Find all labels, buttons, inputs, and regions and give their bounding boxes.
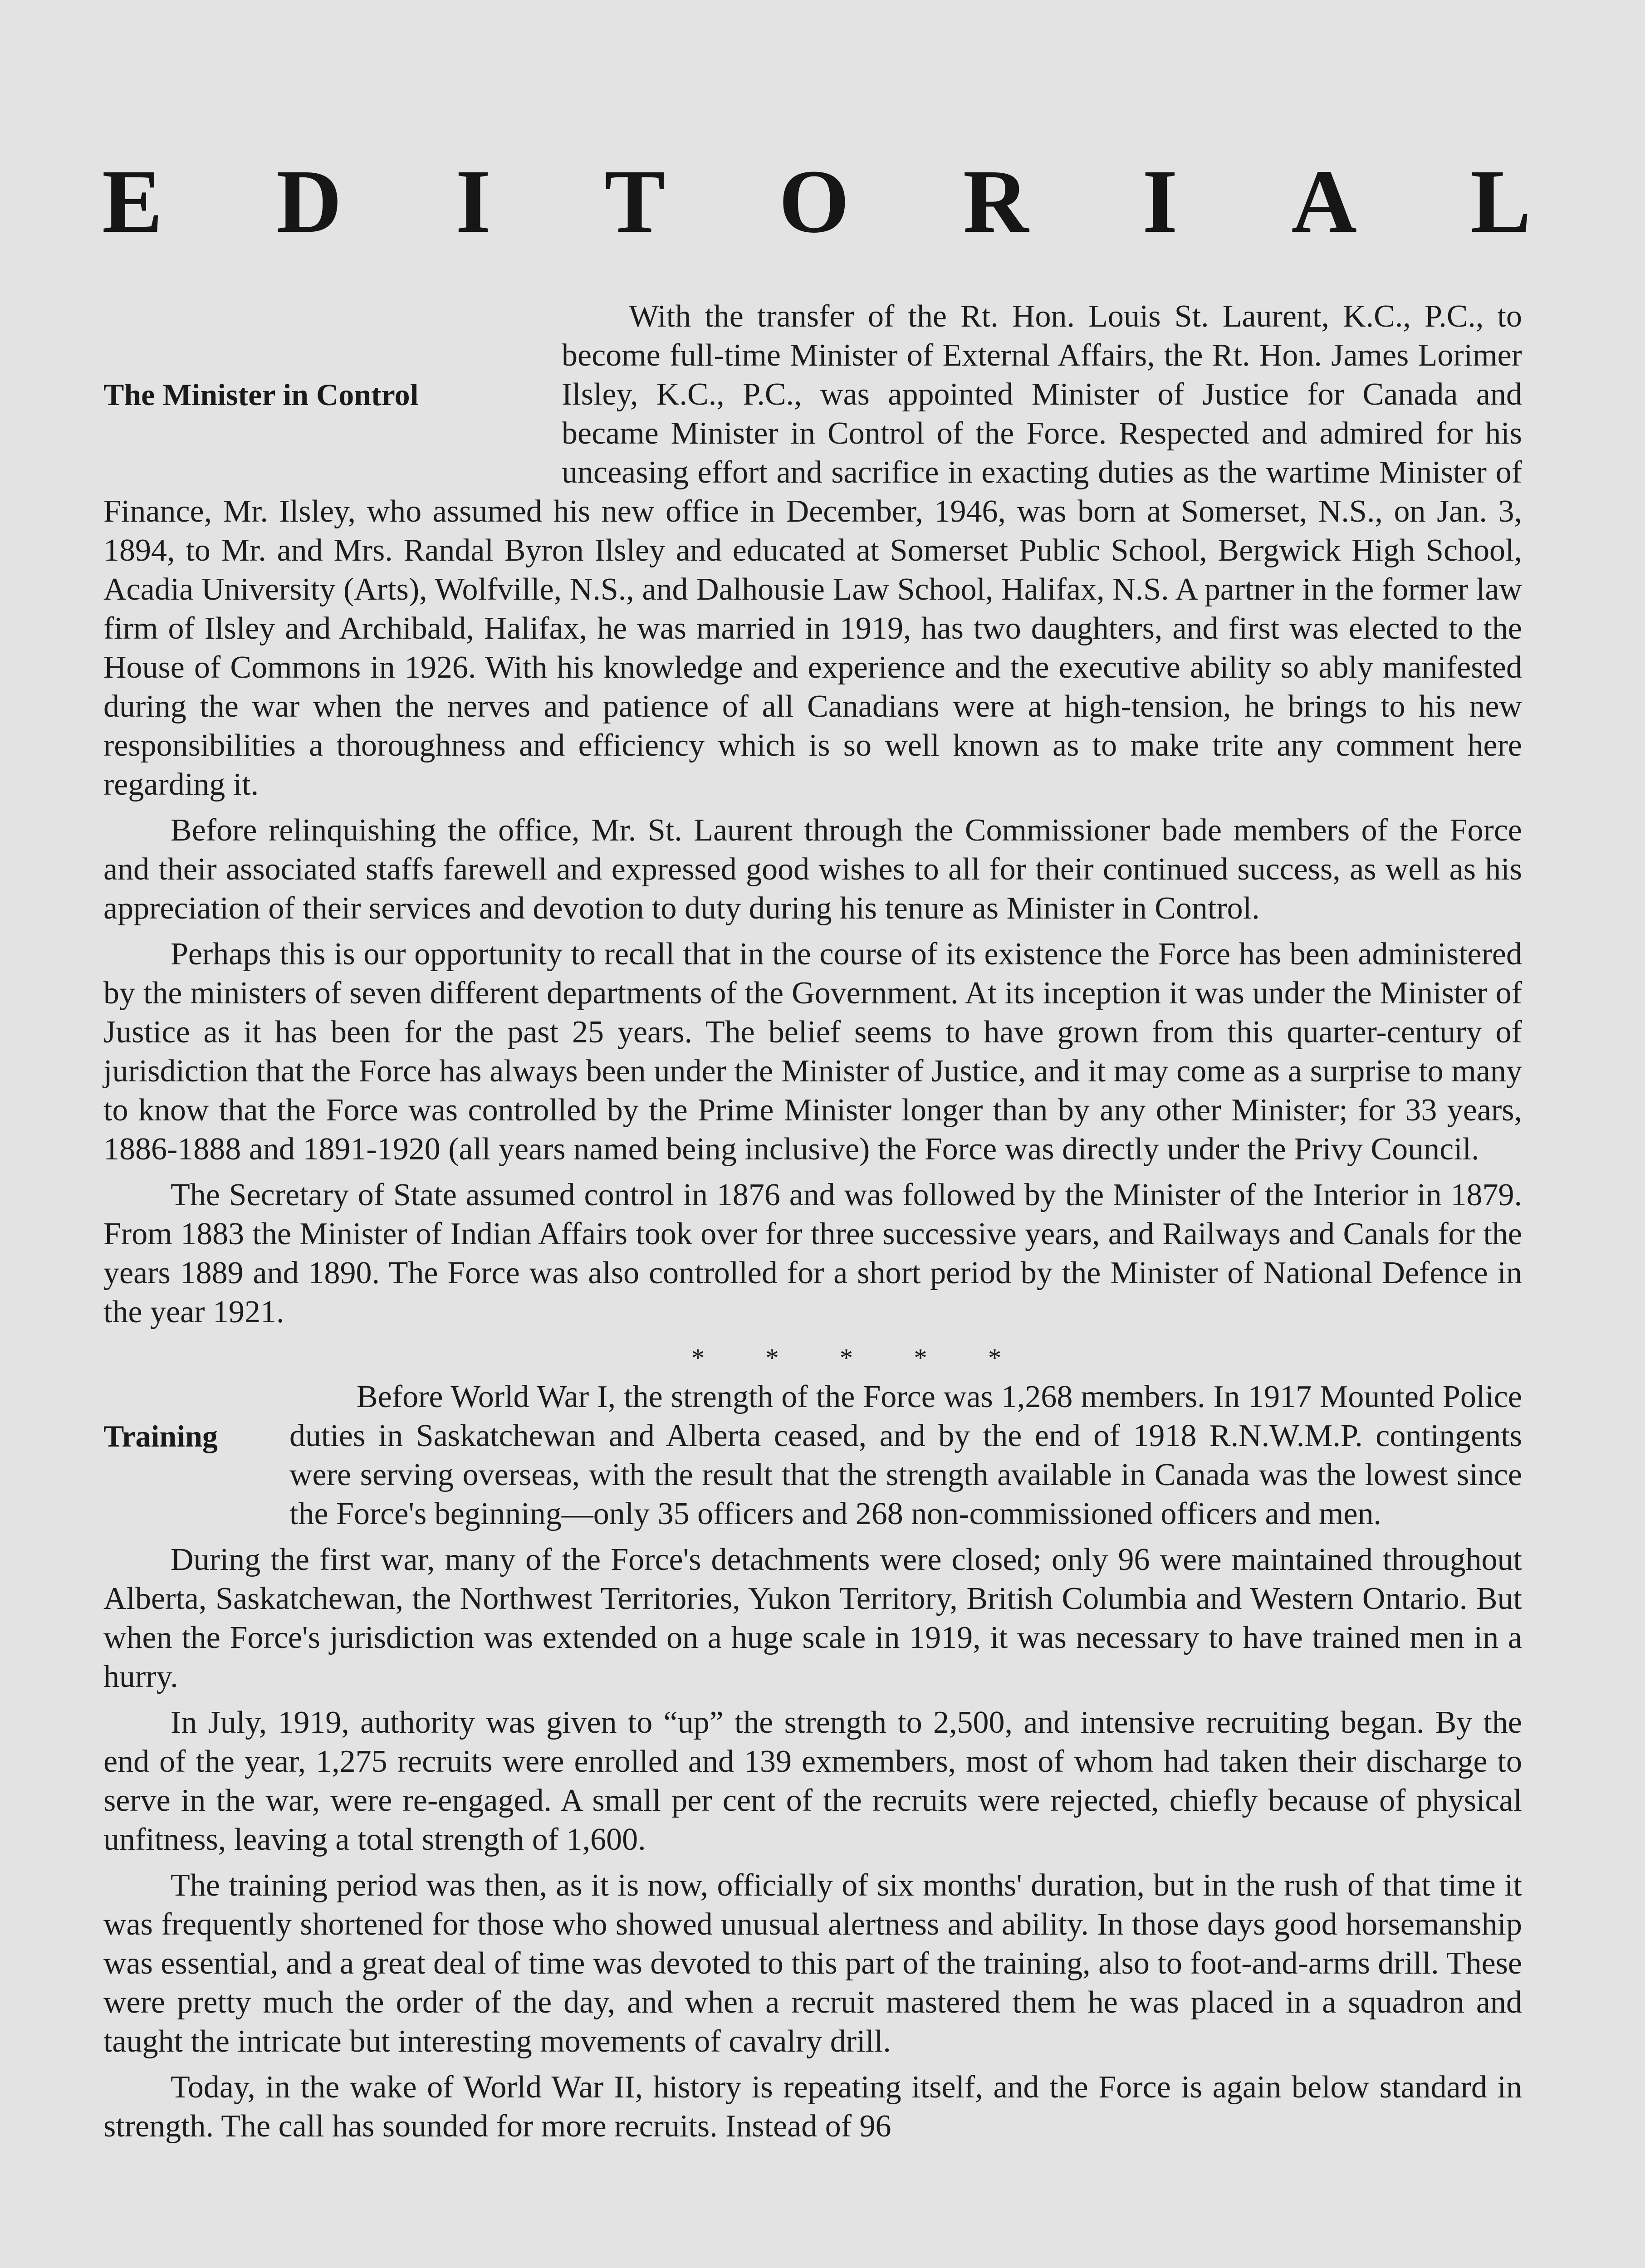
headline-letter: I [455,152,491,252]
headline-letter: A [1291,152,1357,252]
headline-letter: E [102,152,163,252]
paragraph: In July, 1919, authority was given to “up” the strength to 2,500, and intensive recruiting began. By the end of the year, 1,275 recruits were enrolled and 139 exmembers, most of whom had taken their discharge to serve in the war, were re-engaged. A small per cent of the recruits were rejected, chiefly because of physical unfitness, leaving a total strength of 1,600. [103,1705,1522,1857]
paragraph: The Secretary of State assumed control in 1876 and was followed by the Minister of the Interior in 1879. From 1883 the Minister of Indian Affairs took over for three successive years, and Railways and Canals for the years 1889 and 1890. The Force was also controlled for a short period by the Minister of National Defence in the year 1921. [103,1178,1522,1330]
headline-letter: O [778,152,850,252]
paragraph: During the first war, many of the Force's detachments were closed; only 96 were maintained throughout Alberta, Saskatchewan, the Northwest Territories, Yukon Territory, British Columbia and Western Ontario. But when the Force's jurisdiction was extended on a huge scale in 1919, it was necessary to have trained men in a hurry. [103,1542,1522,1694]
paragraph: With the transfer of the Rt. Hon. Louis St. Laurent, K.C., P.C., to become full-time Minister of External Affairs, the Rt. Hon. James Lorimer Ilsley, K.C., P.C., was appointed Minister of Justice for Canada and became Minister in Control of the Force. Respected and admired for his unceasing effort and sacrifice in exacting duties as the wartime Minister of Finance, Mr. Ilsley, who assumed his new office in December, 1946, was born at Somerset, N.S., on Jan. 3, 1894, to Mr. and Mrs. Randal Byron Ilsley and educated at Somerset Public School, Bergwick High School, Acadia University (Arts), Wolfville, N.S., and Dalhousie Law School, Halifax, N.S. A partner in the former law firm of Ilsley and Archibald, Halifax, he was married in 1919, has two daughters, and first was elected to the House of Commons in 1926. With his knowledge and experience and the executive ability so ably manifested during the war when the nerves and patience of all Canadians were at high-tension, he brings to his new responsibilities a thoroughness and efficiency which is so well known as to make trite any comment here regarding it. [103,299,1522,802]
side-heading-text: Training [103,1419,218,1453]
headline-letter: T [604,152,666,252]
paragraph: Before relinquishing the office, Mr. St. Laurent through the Commissioner bade members of the Force and their associated staffs farewell and expressed good wishes to all for their continued success, as well as his appreciation of their services and devotion to duty during his tenure as Minister in Control. [103,813,1522,926]
paragraph: Today, in the wake of World War II, history is repeating itself, and the Force is again below standard in strength. The call has sounded for more recruits. Instead of 96 [103,2070,1522,2144]
side-heading-minister-in-control [103,297,562,454]
headline-letter: I [1142,152,1178,252]
side-heading-text: The Minister in Control [103,377,419,412]
headline-letter: L [1470,152,1531,252]
page-headline [102,152,1531,252]
paragraph: Before World War I, the strength of the Force was 1,268 members. In 1917 Mounted Police duties in Saskatchewan and Alberta ceased, and by the end of 1918 R.N.W.M.P. contingents were serving overseas, with the result that the strength available in Canada was the lowest since the Force's beginning—only 35 officers and 268 non-commissioned officers and men. [289,1379,1522,1531]
paragraph: The training period was then, as it is now, officially of six months' duration, but in the rush of that time it was frequently shortened for those who showed unusual alertness and ability. In those days good horsemanship was essential, and a great deal of time was devoted to this part of the training, also to foot-and-arms drill. These were pretty much the order of the day, and when a recruit mastered them he was placed in a squadron and taught the intricate but interesting movements of cavalry drill. [103,1868,1522,2059]
paragraph: Perhaps this is our opportunity to recall that in the course of its existence the Force has been administered by the ministers of seven different departments of the Government. At its inception it was under the Minister of Justice as it has been for the past 25 years. The belief seems to have grown from this quarter-century of jurisdiction that the Force has always been under the Minister of Justice, and it may come as a surprise to many to know that the Force was controlled by the Prime Minister longer than by any other Minister; for 33 years, 1886-1888 and 1891-1920 (all years named being inclusive) the Force was directly under the Privy Council. [103,937,1522,1167]
headline-letter: D [276,152,342,252]
editorial-body [103,297,1522,2146]
headline-letter: R [963,152,1029,252]
section-separator: * * * * * [691,1343,1001,1373]
side-heading-training [103,1378,289,1514]
